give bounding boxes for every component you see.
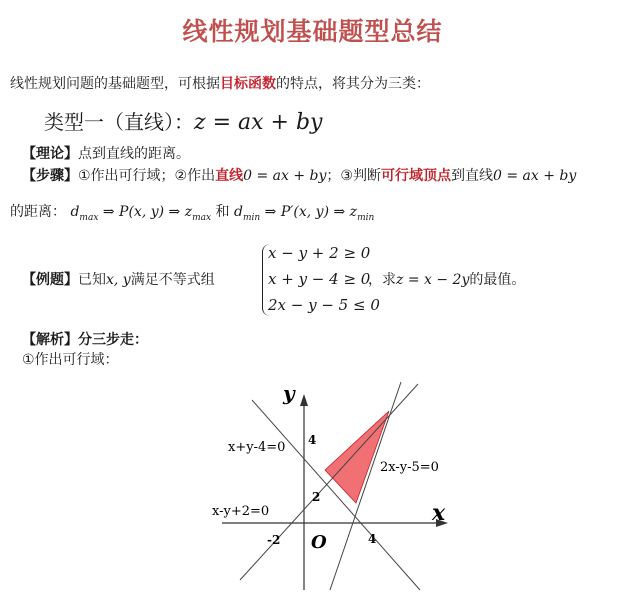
solution-tag: 【解析】 xyxy=(22,332,78,348)
y-axis-label: y xyxy=(283,381,295,405)
step1-line: ①作出可行域： xyxy=(22,352,119,368)
steps-highlight-line: 直线 xyxy=(215,168,244,184)
solution-text: 分三步走： xyxy=(78,332,148,348)
intro-highlight: 目标函数 xyxy=(220,76,276,92)
z-max-subscript: max xyxy=(192,212,212,223)
d-min-subscript: min xyxy=(242,212,261,223)
type-heading-formula: z = ax + by xyxy=(194,110,323,135)
label-line-x-plus-y-minus-4: x+y-4=0 xyxy=(228,440,286,455)
steps-text-1: ①作出可行域；②作出 xyxy=(78,168,216,184)
intro-text-end: 的特点，将其分为三类： xyxy=(276,76,430,92)
type-heading-label: 类型一（直线）： xyxy=(44,110,194,134)
example-text-1: 已知 xyxy=(78,272,106,288)
steps-text-3: 到直线 xyxy=(450,168,493,184)
steps-formula-2: 0 = ax + by xyxy=(492,168,577,184)
tick-y-4: 4 xyxy=(308,433,317,447)
steps-highlight-vertex: 可行域顶点 xyxy=(380,168,451,184)
label-line-2x-minus-y-minus-5: 2x-y-5=0 xyxy=(380,460,439,475)
steps-tag: 【步骤】 xyxy=(22,168,78,184)
d-min-symbol: d xyxy=(234,204,243,220)
intro-text: 线性规划问题的基础题型，可根据 xyxy=(10,76,220,92)
y-axis-arrow xyxy=(300,394,308,406)
feasible-region xyxy=(325,411,389,503)
d-max-subscript: max xyxy=(79,212,99,223)
steps-formula-1: 0 = ax + by xyxy=(243,168,327,184)
inequality-1: x − y + 2 ≥ 0 xyxy=(268,244,371,262)
inequality-3: 2x − y − 5 ≤ 0 xyxy=(268,296,380,314)
example-tag: 【例题】 xyxy=(22,272,78,288)
example-vars: x, y xyxy=(106,272,131,288)
tick-y-2: 2 xyxy=(312,490,321,504)
z-min-subscript: min xyxy=(357,212,375,223)
line-x-plus-y-minus-4 xyxy=(252,400,420,590)
tick-x-minus-2: -2 xyxy=(267,533,281,547)
label-line-x-minus-y-plus-2: x-y+2=0 xyxy=(212,504,270,519)
arrow-chain-min-text: ⇒ P′(x, y) ⇒ z xyxy=(264,204,358,220)
line-x-minus-y-plus-2 xyxy=(240,384,418,580)
arrow-chain-max-text: ⇒ P(x, y) ⇒ z xyxy=(102,204,193,220)
and-word: 和 xyxy=(215,204,230,220)
example-text-3: ，求 xyxy=(368,272,396,288)
d-max-symbol: d xyxy=(70,204,80,220)
tick-x-4: 4 xyxy=(368,532,377,546)
origin-label: O xyxy=(311,532,327,553)
theory-text: 点到直线的距离。 xyxy=(78,146,190,162)
inequality-2: x + y − 4 ≥ 0 xyxy=(268,270,371,288)
example-text-4: 的最值。 xyxy=(469,272,526,288)
example-target: z = x − 2y xyxy=(396,272,470,288)
theory-tag: 【理论】 xyxy=(22,146,78,162)
distance-prefix: 的距离： xyxy=(10,204,66,220)
steps-text-2: ；③判断 xyxy=(326,168,381,184)
page-title: 线性规划基础题型总结 xyxy=(182,17,443,46)
example-text-2: 满足不等式组 xyxy=(130,272,215,288)
x-axis-label: x xyxy=(432,500,446,526)
